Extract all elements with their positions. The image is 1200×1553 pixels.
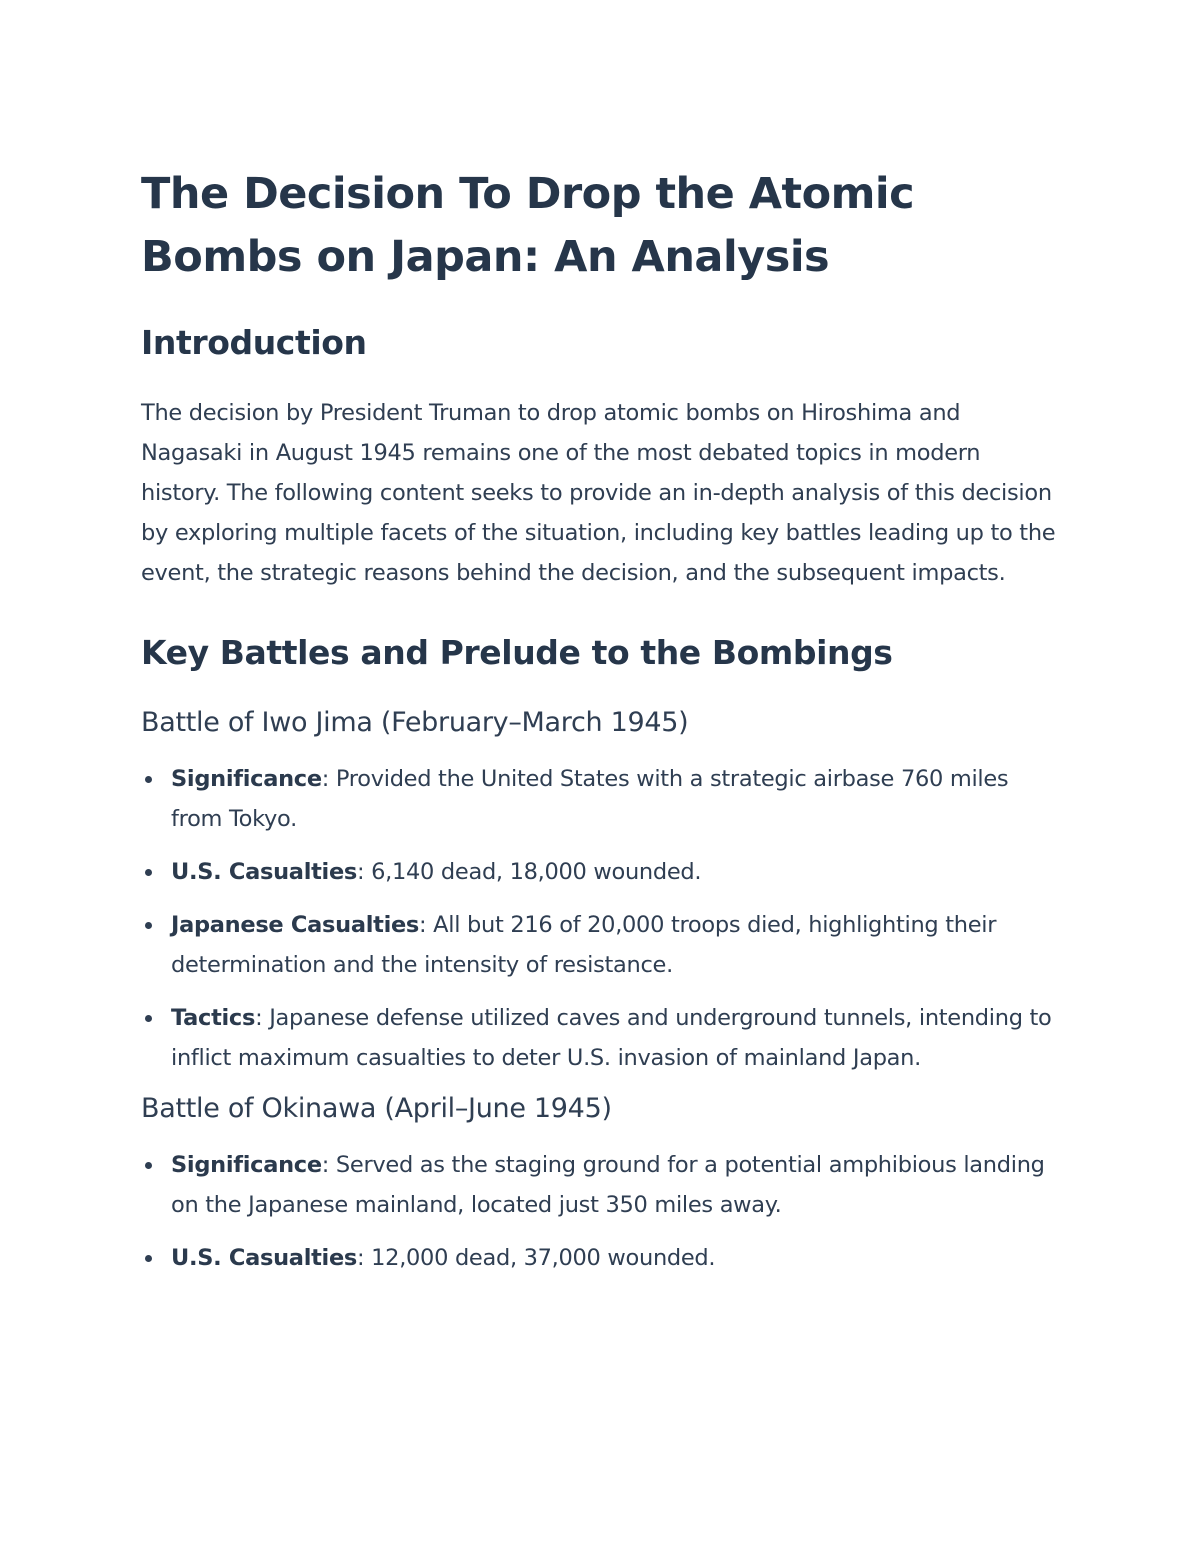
- bullet-icon: [145, 869, 152, 876]
- document-page: [141, 163, 1061, 1291]
- list-item: [141, 1238, 1061, 1278]
- list-item-text: : 12,000 dead, 37,000 wounded.: [357, 1245, 716, 1271]
- okinawa-heading: Battle of Okinawa (April–June 1945): [141, 1093, 612, 1124]
- bullet-icon: [145, 1255, 152, 1262]
- bullet-icon: [145, 1162, 152, 1169]
- list-item-text: : All but 216 of 20,000 troops died, highlighting their determination and the intensity of resistance.: [171, 912, 997, 978]
- list-item-text: : Served as the staging ground for a potential amphibious landing on the Japanese mainland, located just 350 miles away.: [171, 1152, 1045, 1218]
- list-item-term: Japanese Casualties: [171, 912, 420, 938]
- list-item: [141, 759, 1061, 839]
- bullet-icon: [145, 776, 152, 783]
- list-item-term: U.S. Casualties: [171, 859, 358, 885]
- list-item-text: : Provided the United States with a strategic airbase 760 miles from Tokyo.: [171, 766, 1009, 832]
- iwo-jima-list: [141, 759, 1061, 1078]
- introduction-paragraph: The decision by President Truman to drop atomic bombs on Hiroshima and Nagasaki in August 1945 remains one of the most debated topics in modern history. The following content seeks to provide an in-depth analysis of this decision by exploring multiple facets of the situation, including key battles leading up to the event, the strategic reasons behind the decision, and the subsequent impacts.: [141, 400, 1056, 586]
- key-battles-heading: Key Battles and Prelude to the Bombings: [141, 633, 893, 672]
- iwo-jima-heading: Battle of Iwo Jima (February–March 1945): [141, 707, 689, 738]
- okinawa-list: [141, 1145, 1061, 1278]
- list-item-term: Significance: [171, 1152, 322, 1178]
- introduction-heading: Introduction: [141, 323, 367, 362]
- list-item-text: : Japanese defense utilized caves and underground tunnels, intending to inflict maximum casualties to deter U.S. invasion of mainland Japan.: [171, 1005, 1052, 1071]
- list-item: [141, 852, 1061, 892]
- list-item-term: U.S. Casualties: [171, 1245, 358, 1271]
- list-item-text: : 6,140 dead, 18,000 wounded.: [357, 859, 702, 885]
- document-title: The Decision To Drop the Atomic Bombs on Japan: An Analysis: [141, 169, 915, 282]
- list-item: [141, 998, 1061, 1078]
- list-item-term: Significance: [171, 766, 322, 792]
- list-item: [141, 905, 1061, 985]
- bullet-icon: [145, 922, 152, 929]
- bullet-icon: [145, 1015, 152, 1022]
- list-item-term: Tactics: [171, 1005, 256, 1031]
- list-item: [141, 1145, 1061, 1225]
